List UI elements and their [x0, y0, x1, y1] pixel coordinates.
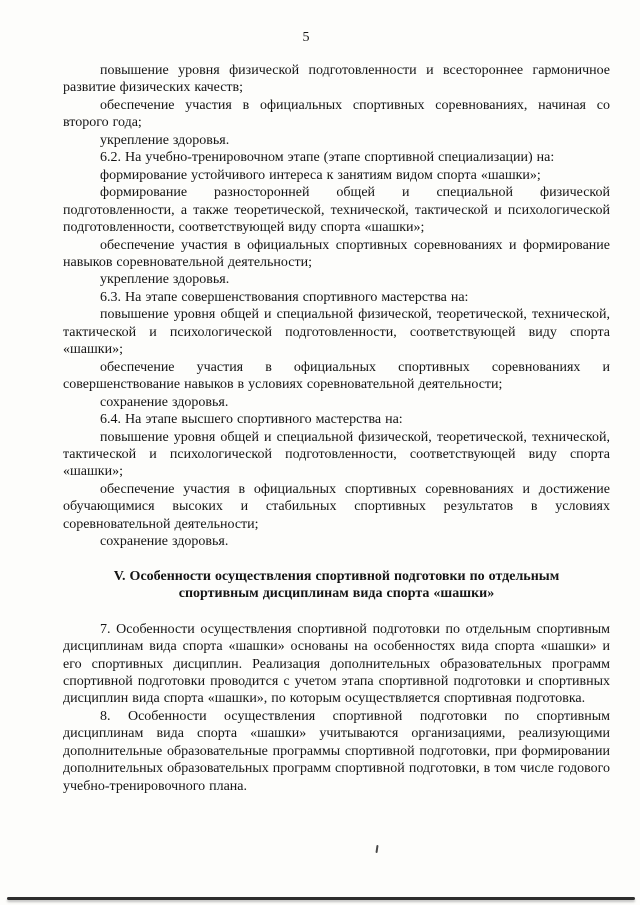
paragraph: обеспечение участия в официальных спортивных соревнованиях, начиная со второго года; [63, 97, 610, 131]
page-number: 5 [302, 30, 310, 45]
paragraph: 6.4. На этапе высшего спортивного мастерства на: [100, 412, 403, 428]
scan-artifact-line [7, 897, 635, 900]
paragraph: обеспечение участия в официальных спортивных соревнованиях и достижение обучающимися высоких и стабильных спортивных результатов в условиях соревновательной деятельности; [63, 481, 610, 532]
paragraph: укрепление здоровья. [100, 132, 230, 148]
document-body [63, 62, 610, 795]
paragraph: укрепление здоровья. [100, 272, 230, 288]
paragraph: формирование разносторонней общей и специальной физической подготовленности, а также теоретической, технической, тактической и психологической подготовленности, соответствующей виду спорта «шашки»; [63, 185, 610, 236]
paragraph: формирование устойчивого интереса к занятиям видом спорта «шашки»; [100, 167, 541, 183]
paragraph: сохранение здоровья. [100, 534, 229, 550]
paragraph: 7. Особенности осуществления спортивной подготовки по отдельным спортивным дисциплинам вида спорта «шашки» основаны на особенностях вида спорта «шашки» и его спортивных дисциплин. Реализация дополнительных образовательных программ спортивной подготовки проводится с учетом этапа спортивной подготовки и спортивных дисциплин вида спорта «шашки», по которым осуществляется спортивная подготовка. [63, 621, 610, 707]
paragraph: 8. Особенности осуществления спортивной подготовки по спортивным дисциплинам вида спорта «шашки» учитываются организациями, реализующими дополнительные образовательные программы спортивной подготовки, при формировании дополнительных образовательных программ спортивной подготовки, в том числе годового учебно-тренировочного плана. [63, 708, 610, 794]
paragraph: повышение уровня физической подготовленности и всестороннее гармоничное развитие физических качеств; [63, 63, 610, 96]
paragraph: 6.2. На учебно-тренировочном этапе (этапе спортивной специализации) на: [100, 150, 555, 166]
paragraph: 6.3. На этапе совершенствования спортивного мастерства на: [100, 289, 469, 305]
paragraph: повышение уровня общей и специальной физической, теоретической, технической, тактической и психологической подготовленности, соответствующей виду спорта «шашки»; [63, 429, 610, 480]
scan-artifact-speck [375, 845, 378, 853]
section-heading: V. Особенности осуществления спортивной подготовки по отдельным спортивным дисциплинам вида спорта «шашки» [113, 568, 560, 602]
paragraph: повышение уровня общей и специальной физической, теоретической, технической, тактической и психологической подготовленности, соответствующей виду спорта «шашки»; [63, 307, 610, 358]
paragraph: обеспечение участия в официальных спортивных соревнованиях и совершенствование навыков в условиях соревновательной деятельности; [63, 359, 610, 393]
paragraph: сохранение здоровья. [100, 394, 229, 410]
paragraph: обеспечение участия в официальных спортивных соревнованиях и формирование навыков соревновательной деятельности; [63, 237, 610, 270]
